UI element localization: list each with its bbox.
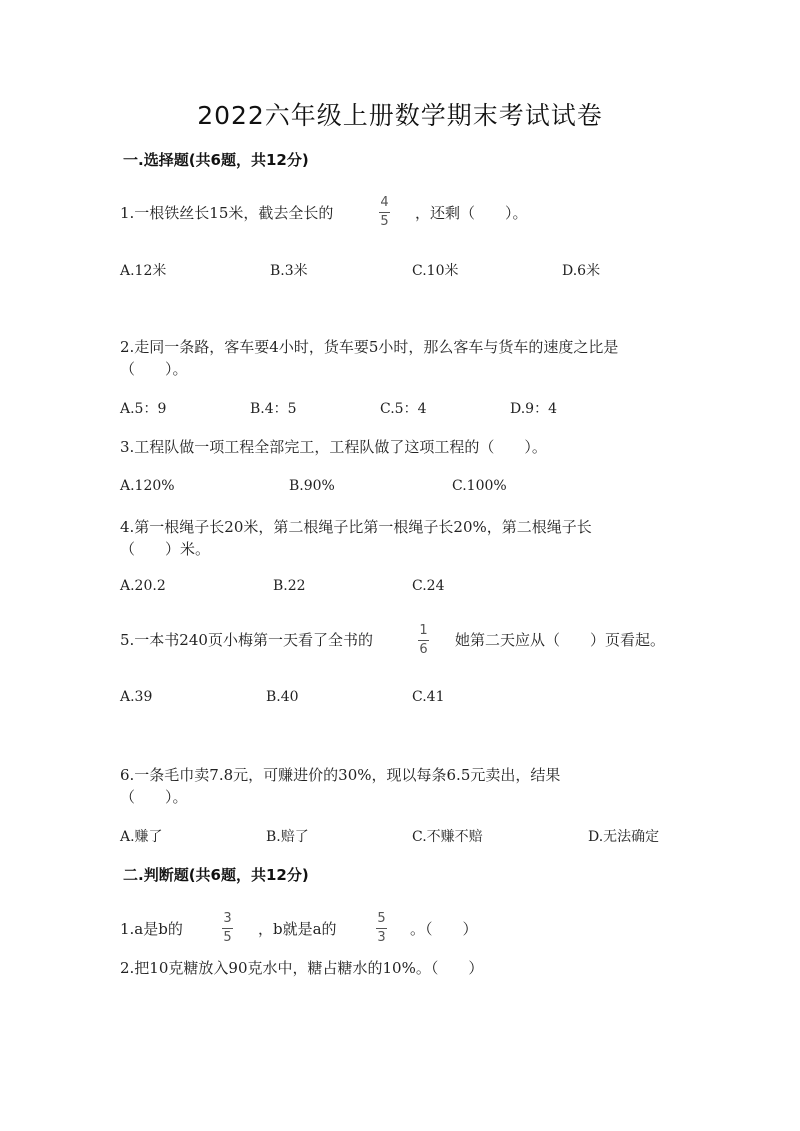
question-text: 1.a是b的	[120, 920, 183, 938]
option-a[interactable]: A.赚了	[120, 829, 163, 845]
option-d[interactable]: D.6米	[562, 263, 601, 279]
option-b[interactable]: B.40	[266, 689, 299, 705]
option-d[interactable]: D.无法确定	[588, 829, 660, 845]
fraction-denominator: 6	[419, 642, 428, 657]
question-text: 3.工程队做一项工程全部完工，工程队做了这项工程的（ ）。	[120, 438, 547, 456]
option-b[interactable]: B.3米	[270, 263, 308, 279]
fraction-denominator: 5	[380, 214, 389, 229]
question-text-tail: （ ）。	[120, 788, 188, 806]
fraction-denominator: 5	[223, 930, 232, 945]
question-text-tail: 。（ ）	[410, 920, 478, 938]
question-text-tail: （ ）。	[120, 360, 188, 378]
option-b[interactable]: B.4：5	[250, 401, 297, 417]
question-text: 2.把10克糖放入90克水中，糖占糖水的10%。（ ）	[120, 959, 484, 977]
option-a[interactable]: A.120%	[120, 478, 175, 494]
fraction-denominator: 3	[377, 930, 386, 945]
option-b[interactable]: B.90%	[289, 478, 335, 494]
question-text: 1.一根铁丝长15米，截去全长的	[120, 204, 334, 222]
question-text-tail: ，还剩（ ）。	[415, 204, 528, 222]
fraction-bar	[418, 640, 429, 641]
section-heading-choice: 一.选择题(共6题，共12分)	[123, 151, 309, 169]
option-d[interactable]: D.9：4	[510, 401, 557, 417]
fraction-bar	[376, 928, 387, 929]
question-text: 2.走同一条路，客车要4小时，货车要5小时，那么客车与货车的速度之比是	[120, 338, 619, 356]
question-text-tail: （ ）米。	[120, 540, 211, 558]
fraction-bar	[222, 928, 233, 929]
option-a[interactable]: A.12米	[120, 263, 167, 279]
section-heading-judge: 二.判断题(共6题，共12分)	[123, 866, 309, 884]
fraction-numerator: 3	[223, 911, 232, 926]
option-b[interactable]: B.22	[273, 578, 306, 594]
fraction-bar	[379, 212, 390, 213]
option-a[interactable]: A.39	[120, 689, 153, 705]
fraction	[379, 196, 390, 229]
fraction-numerator: 5	[377, 911, 386, 926]
fraction-numerator: 1	[419, 623, 428, 638]
fraction-numerator: 4	[380, 195, 389, 210]
fraction	[376, 912, 387, 945]
option-c[interactable]: C.10米	[412, 263, 459, 279]
option-c[interactable]: C.41	[412, 689, 445, 705]
question-text: 5.一本书240页小梅第一天看了全书的	[120, 631, 373, 649]
page-title: 2022六年级上册数学期末考试试卷	[197, 101, 603, 130]
fraction	[418, 624, 429, 657]
option-c[interactable]: C.不赚不赔	[412, 829, 483, 845]
option-b[interactable]: B.赔了	[266, 829, 309, 845]
option-a[interactable]: A.5：9	[120, 401, 167, 417]
fraction	[222, 912, 233, 945]
question-text: 4.第一根绳子长20米，第二根绳子比第一根绳子长20%，第二根绳子长	[120, 518, 592, 536]
question-text-tail: 她第二天应从（ ）页看起。	[455, 631, 666, 649]
option-c[interactable]: C.24	[412, 578, 445, 594]
option-a[interactable]: A.20.2	[120, 578, 166, 594]
question-text-middle: ，b就是a的	[258, 920, 337, 938]
option-c[interactable]: C.100%	[452, 478, 507, 494]
question-text: 6.一条毛巾卖7.8元，可赚进价的30%，现以每条6.5元卖出，结果	[120, 766, 561, 784]
option-c[interactable]: C.5：4	[380, 401, 427, 417]
